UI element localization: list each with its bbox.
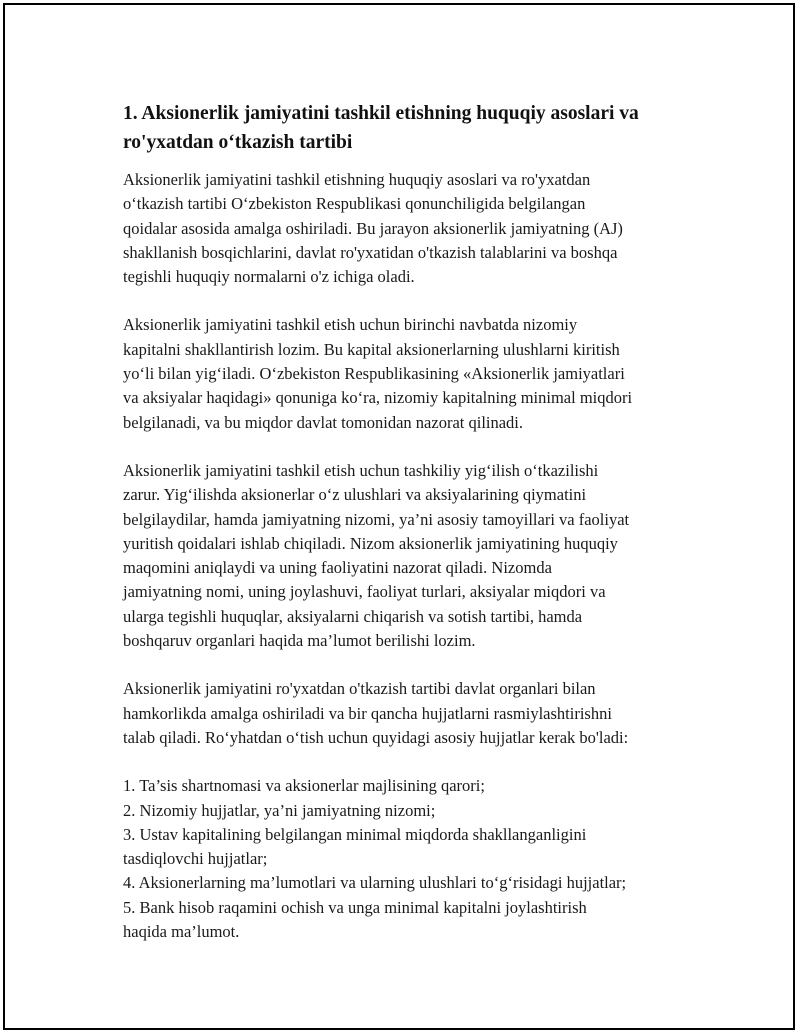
text-line: Aksionerlik jamiyatini tashkil etish uchun birinchi navbatda nizomiy [123,315,578,335]
text-line: kapitalni shakllantirish lozim. Bu kapital aksionerlarning ulushlarni kiritish [123,339,620,359]
text-line: hamkorlikda amalga oshiriladi va bir qancha hujjatlarni rasmiylashtirishni [123,703,612,723]
text-line: Aksionerlik jamiyatini tashkil etish uchun tashkiliy yig‘ilish o‘tkazilishi [123,460,599,480]
text-line: zarur. Yig‘ilishda aksionerlar o‘z ulushlari va aksiyalarining qiymatini [123,485,587,505]
paragraph-2 [123,313,713,434]
text-line: yo‘li bilan yig‘iladi. O‘zbekiston Respublikasining «Aksionerlik jamiyatlari [123,364,625,384]
list-item [123,896,713,945]
list-item [123,871,713,895]
document-body [123,99,713,944]
text-line: 3. Ustav kapitalining belgilangan minimal miqdorda shakllanganligini [123,824,587,844]
list-item [123,799,713,823]
text-line: qoidalar asosida amalga oshiriladi. Bu jarayon aksionerlik jamiyatning (AJ) [123,218,623,238]
text-line: ularga tegishli huquqlar, aksiyalarni chiqarish va sotish tartibi, hamda [123,606,583,626]
text-line: Aksionerlik jamiyatini ro'yxatdan o'tkazish tartibi davlat organlari bilan [123,679,596,699]
text-line: 1. Ta’sis shartnomasi va aksionerlar majlisining qarori; [123,776,485,796]
heading-line: 1. Aksionerlik jamiyatini tashkil etishning huquqiy asoslari va [123,103,639,124]
text-line: 2. Nizomiy hujjatlar, ya’ni jamiyatning nizomi; [123,800,436,820]
heading-line: ro'yxatdan o‘tkazish tartibi [123,132,353,153]
text-line: jamiyatning nomi, uning joylashuvi, faoliyat turlari, aksiyalar miqdori va [123,582,606,602]
text-line: talab qiladi. Ro‘yhatdan o‘tish uchun quyidagi asosiy hujjatlar kerak bo'ladi: [123,727,629,747]
list-item [123,774,713,798]
paragraph-1 [123,168,713,289]
section-heading [123,99,713,157]
text-line: maqomini aniqlaydi va uning faoliyatini nazorat qiladi. Nizomda [123,558,552,578]
text-line: 4. Aksionerlarning ma’lumotlari va ularning ulushlari to‘g‘risidagi hujjatlar; [123,873,627,893]
text-line: belgilanadi, va bu miqdor davlat tomonidan nazorat qilinadi. [123,412,524,432]
text-line: tasdiqlovchi hujjatlar; [123,849,268,869]
text-line: Aksionerlik jamiyatini tashkil etishning huquqiy asoslari va ro'yxatdan [123,170,591,189]
text-line: boshqaruv organlari haqida ma’lumot berilishi lozim. [123,631,476,651]
text-line: tegishli huquqiy normalarni o'z ichiga oladi. [123,267,415,287]
list-item [123,823,713,872]
text-line: belgilaydilar, hamda jamiyatning nizomi, ya’ni asosiy tamoyillari va faoliyat [123,509,630,529]
text-line: haqida ma’lumot. [123,922,240,942]
text-line: shakllanish bosqichlarini, davlat ro'yxatidan o'tkazish talablarini va boshqa [123,242,618,262]
text-line: yuritish qoidalari ishlab chiqiladi. Nizom aksionerlik jamiyatining huquqiy [123,533,618,553]
text-line: va aksiyalar haqidagi» qonuniga ko‘ra, nizomiy kapitalning minimal miqdori [123,388,633,408]
page-frame [3,3,795,1030]
text-line: o‘tkazish tartibi O‘zbekiston Respublikasi qonunchiligida belgilangan [123,194,586,214]
text-line: 5. Bank hisob raqamini ochish va unga minimal kapitalni joylashtirish [123,897,587,917]
paragraph-3 [123,459,713,653]
paragraph-4 [123,677,713,750]
document-list [123,774,713,944]
